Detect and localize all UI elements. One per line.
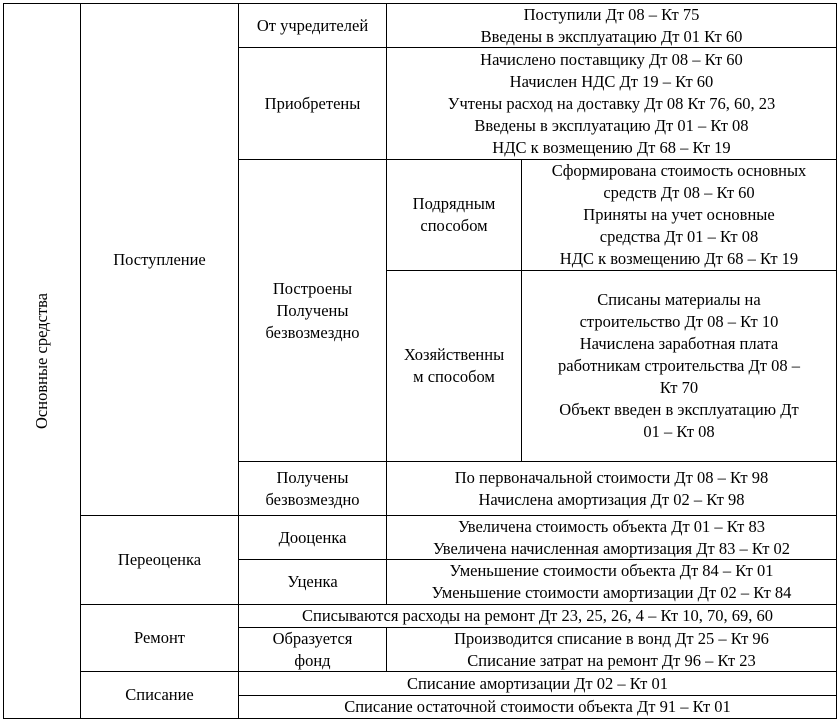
- entry-line: Начислен НДС Дт 19 – Кт 60: [509, 71, 714, 91]
- entry-line: Списание остаточной стоимости объекта Дт 91 – Кт 01: [344, 697, 731, 716]
- inhouse-label-line: м способом: [413, 367, 495, 386]
- method-contract: [386, 159, 522, 271]
- markdown-entries: [386, 559, 837, 605]
- built-label-line: Получены: [276, 300, 349, 320]
- section-repair: [80, 604, 239, 672]
- subsection-markup: [238, 515, 387, 560]
- subsection-free: [238, 461, 387, 516]
- method-inhouse: [386, 270, 522, 462]
- free-label-line: Получены: [276, 467, 349, 487]
- subsection-purchased: [238, 47, 387, 160]
- built-label-line: Построены: [272, 278, 353, 298]
- markup-label: Дооценка: [278, 527, 347, 547]
- section-revaluation-label: Переоценка: [117, 550, 202, 569]
- entry-line: 01 – Кт 08: [643, 422, 715, 441]
- from-founders-entries: [386, 3, 837, 48]
- writeoff-entry-residual: [238, 695, 837, 719]
- entry-line: работникам строительства Дт 08 –: [558, 356, 800, 375]
- built-label-line: безвозмездно: [265, 322, 360, 342]
- entry-line: строительство Дт 08 – Кт 10: [579, 312, 779, 331]
- entry-line: Списаны материалы на: [597, 290, 761, 309]
- entry-line: Начислена амортизация Дт 02 – Кт 98: [478, 489, 745, 509]
- fund-entries: [386, 627, 837, 672]
- entry-line: Производится списание в вонд Дт 25 – Кт 96: [454, 628, 769, 648]
- purchased-entries: [386, 47, 837, 160]
- entry-line: Объект введен в эксплуатацию Дт: [559, 400, 799, 419]
- section-revaluation: [80, 515, 239, 605]
- markdown-label: Уценка: [287, 572, 338, 591]
- entry-line: средств Дт 08 – Кт 60: [603, 183, 755, 202]
- entry-line: По первоначальной стоимости Дт 08 – Кт 98: [454, 467, 769, 487]
- entry-line: НДС к возмещению Дт 68 – Кт 19: [559, 249, 799, 268]
- entry-line: Учтены расход на доставку Дт 08 Кт 76, 60, 23: [447, 93, 776, 113]
- purchased-label: Приобретены: [264, 93, 361, 113]
- entry-line: Увеличена начисленная амортизация Дт 83 – Кт 02: [432, 538, 791, 558]
- free-entries: [386, 461, 837, 516]
- entry-line: Кт 70: [659, 378, 699, 397]
- fund-label-line: фонд: [294, 650, 331, 670]
- entry-line: Начислено поставщику Дт 08 – Кт 60: [480, 49, 743, 69]
- section-writeoff: [80, 671, 239, 719]
- subsection-built: [238, 159, 387, 462]
- entry-line: Введены в эксплуатацию Дт 01 – Кт 08: [474, 115, 749, 135]
- entry-line: Списываются расходы на ремонт Дт 23, 25, 26, 4 – Кт 10, 70, 69, 60: [302, 606, 773, 625]
- root-category-label: Основные средства: [32, 293, 51, 429]
- contract-label-line: способом: [420, 216, 488, 235]
- section-writeoff-label: Списание: [125, 685, 194, 704]
- entry-line: Уменьшение стоимости объекта Дт 84 – Кт 01: [449, 561, 774, 580]
- entry-line: Уменьшение стоимости амортизации Дт 02 – Кт 84: [431, 583, 792, 602]
- entry-line: Сформирована стоимость основных: [551, 161, 807, 180]
- inhouse-entries: [521, 270, 837, 462]
- entry-line: средства Дт 01 – Кт 08: [599, 227, 759, 246]
- root-category-cell: [3, 3, 81, 719]
- writeoff-entry-depreciation: [238, 671, 837, 696]
- subsection-fund: [238, 627, 387, 672]
- section-repair-label: Ремонт: [133, 628, 185, 647]
- entry-line: Введены в эксплуатацию Дт 01 Кт 60: [480, 26, 743, 46]
- entry-line: Поступили Дт 08 – Кт 75: [523, 4, 700, 24]
- fund-label-line: Образуется: [272, 628, 353, 648]
- subsection-from-founders: [238, 3, 387, 48]
- inhouse-label-line: Хозяйственны: [403, 345, 505, 364]
- entry-line: Начислена заработная плата: [579, 334, 779, 353]
- contract-label-line: Подрядным: [412, 194, 496, 213]
- section-receipt-label: Поступление: [113, 249, 206, 269]
- entry-line: НДС к возмещению Дт 68 – Кт 19: [492, 137, 731, 157]
- repair-direct-entry: [238, 604, 837, 628]
- from-founders-label: От учредителей: [256, 15, 369, 35]
- markup-entries: [386, 515, 837, 560]
- entry-line: Приняты на учет основные: [583, 205, 775, 224]
- section-receipt: [80, 3, 239, 516]
- entry-line: Списание амортизации Дт 02 – Кт 01: [407, 673, 668, 693]
- contract-entries: [521, 159, 837, 271]
- free-label-line: безвозмездно: [265, 489, 360, 509]
- subsection-markdown: [238, 559, 387, 605]
- entry-line: Списание затрат на ремонт Дт 96 – Кт 23: [467, 650, 756, 670]
- entry-line: Увеличена стоимость объекта Дт 01 – Кт 83: [457, 516, 766, 536]
